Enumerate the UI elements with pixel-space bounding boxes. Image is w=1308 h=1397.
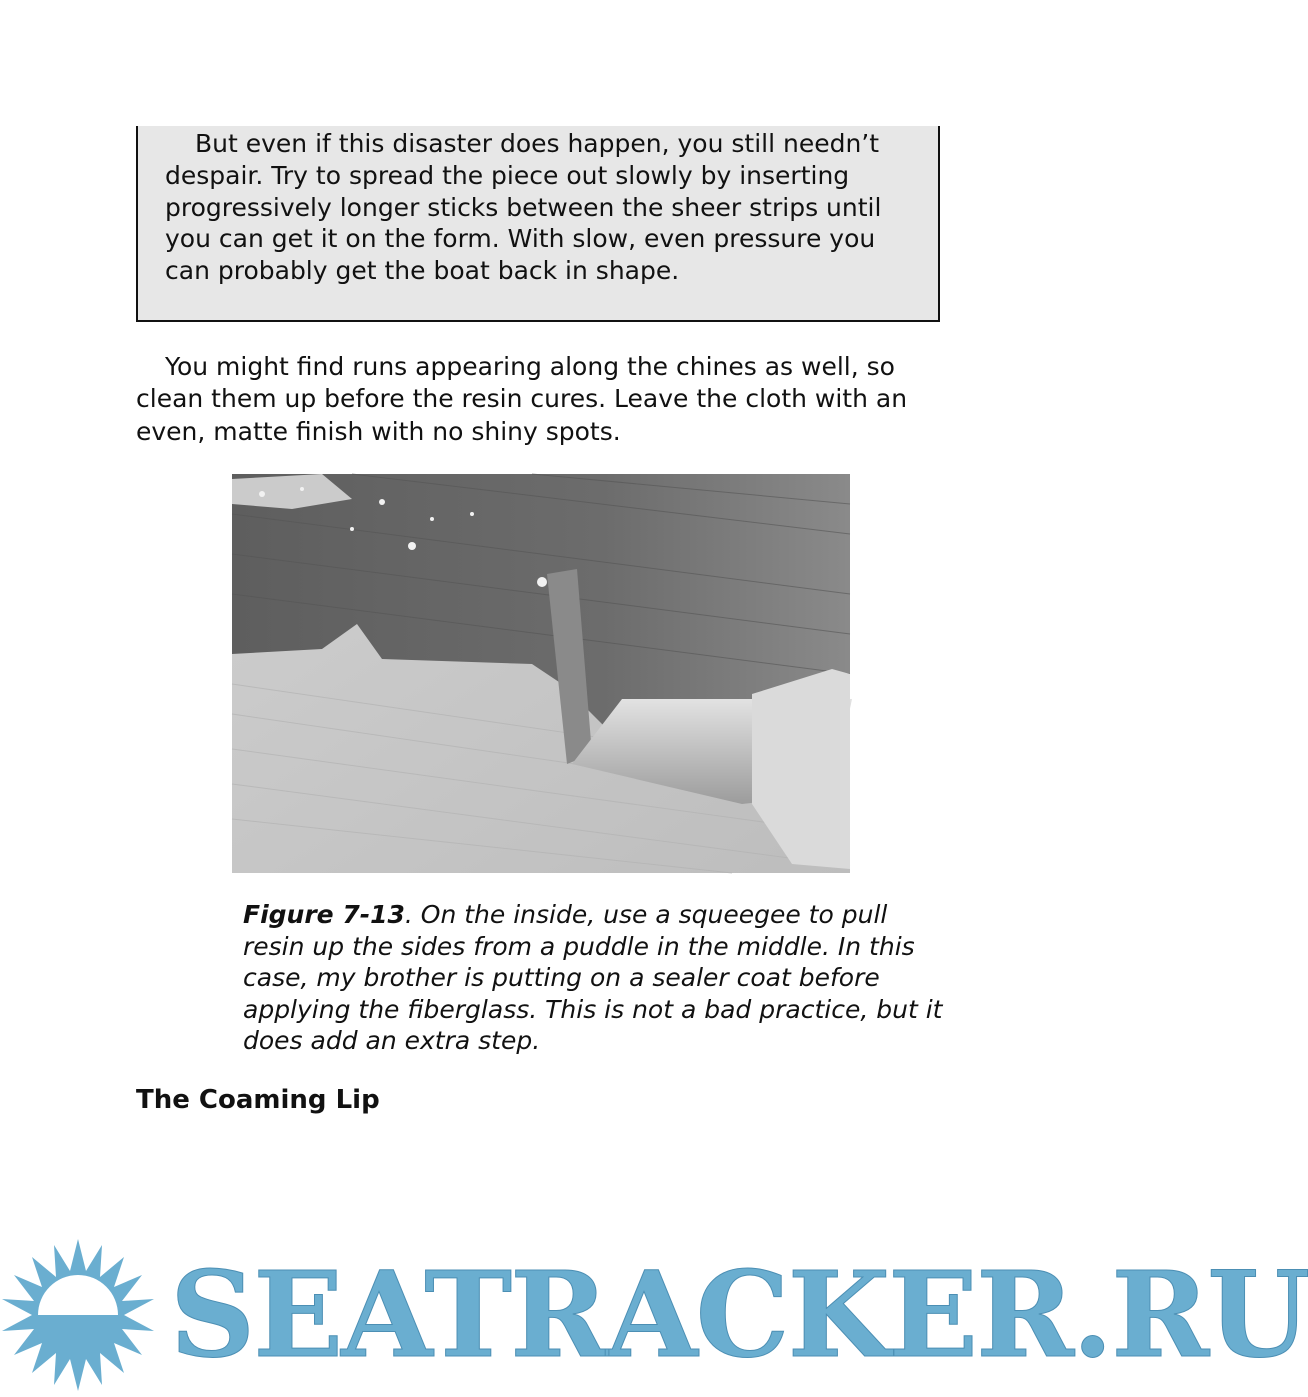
figure-label: Figure 7-13: [243, 900, 405, 929]
body-paragraph: You might find runs appearing along the chines as well, so clean them up before the resin cures. Leave the cloth with an even, matte finish with no shiny spots.: [136, 352, 908, 446]
section-heading: The Coaming Lip: [136, 1085, 380, 1115]
sidebar-box: [136, 126, 940, 322]
sidebar-paragraph: But even if this disaster does happen, you still needn’t despair. Try to spread the piece out slowly by inserting progressively longer sticks between the sheer strips until you can get it on the form. With slow, even pressure you can probably get the boat back in shape.: [165, 129, 882, 286]
figure-caption: [243, 899, 943, 1057]
figure-label-punct: .: [404, 900, 413, 929]
figure-caption-text: On the inside, use a squeegee to pull resin up the sides from a puddle in the middle. In this case, my brother is putting on a sealer coat before applying the fiberglass. This is not a bad practice, but it does add an extra step.: [243, 900, 943, 1056]
figure-photo: [232, 474, 850, 873]
watermark-text: SEATRACKER.RU: [170, 1245, 1308, 1384]
